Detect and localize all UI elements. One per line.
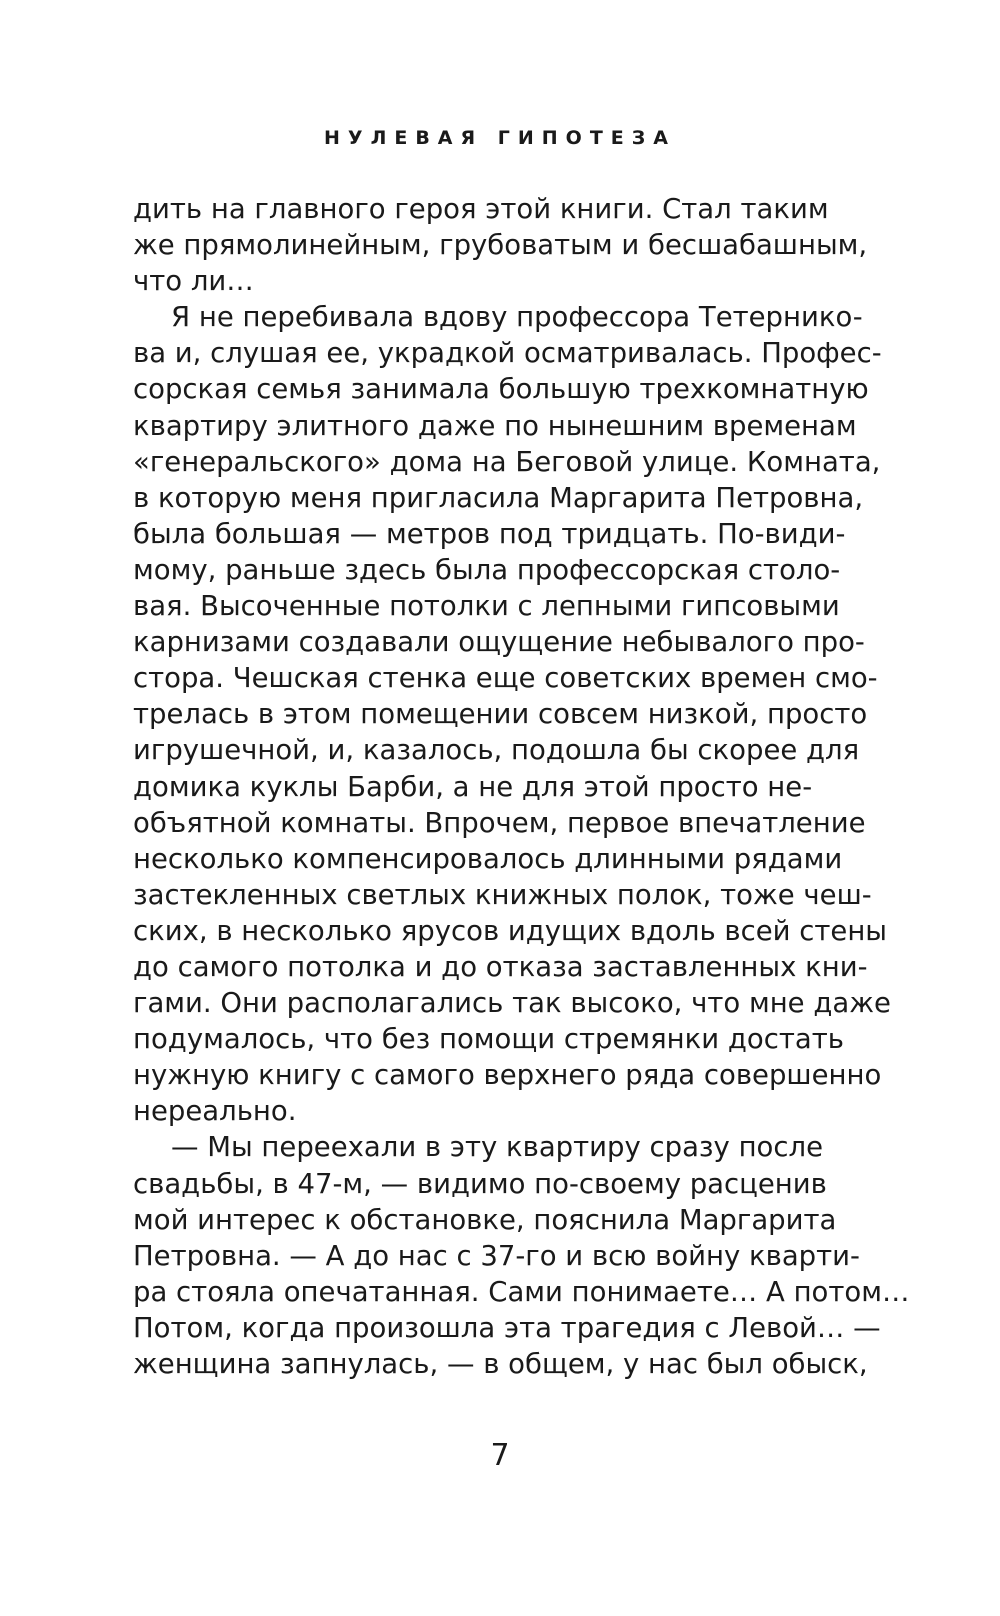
text-line: ра стояла опечатанная. Сами понимаете… А потом… (133, 1275, 910, 1308)
text-line: дить на главного героя этой книги. Стал таким (133, 193, 829, 225)
text-line: застекленных светлых книжных полок, тоже чеш- (133, 878, 872, 911)
text-line: в которую меня пригласила Маргарита Петровна, (133, 481, 864, 514)
text-line: карнизами создавали ощущение небывалого про- (133, 626, 865, 659)
page-body-text (133, 191, 910, 1382)
text-line: женщина запнулась, — в общем, у нас был обыск, (133, 1348, 868, 1380)
text-line: нереально. (133, 1095, 297, 1128)
text-line: сорская семья занимала большую трехкомнатную (133, 373, 869, 406)
text-line: подумалось, что без помощи стремянки достать (133, 1023, 844, 1056)
text-line: домика куклы Барби, а не для этой просто не- (133, 770, 813, 803)
text-line: ва и, слушая ее, украдкой осматривалась. Профес- (133, 337, 882, 370)
text-line: несколько компенсировалось длинными рядами (133, 842, 843, 875)
text-line: мой интерес к обстановке, пояснила Маргарита (133, 1203, 837, 1236)
text-line: была большая — метров под тридцать. По-види- (133, 517, 846, 550)
text-line: гами. Они располагались так высоко, что мне даже (133, 987, 891, 1020)
text-line: ских, в несколько ярусов идущих вдоль всей стены (133, 914, 888, 947)
page-number: 7 (490, 1438, 510, 1473)
text-line: игрушечной, и, казалось, подошла бы скорее для (133, 734, 860, 767)
text-line: стора. Чешская стенка еще советских времен смо- (133, 662, 878, 695)
text-line: мому, раньше здесь была профессорская столо- (133, 553, 841, 586)
text-line: квартиру элитного даже по нынешним временам (133, 409, 857, 442)
text-line: нужную книгу с самого верхнего ряда совершенно (133, 1059, 882, 1092)
text-line: вая. Высоченные потолки с лепными гипсовыми (133, 590, 840, 623)
text-line: «генеральского» дома на Беговой улице. Комната, (133, 445, 881, 478)
running-header: НУЛЕВАЯ ГИПОТЕЗА (324, 127, 676, 149)
text-line: же прямолинейным, грубоватым и бесшабашным, (133, 229, 868, 262)
text-line: трелась в этом помещении совсем низкой, просто (133, 698, 868, 731)
text-line: Петровна. — А до нас с 37-го и всю войну кварти- (133, 1239, 860, 1272)
text-line: что ли… (133, 265, 254, 298)
text-line: свадьбы, в 47-м, — видимо по-своему расценив (133, 1167, 827, 1200)
text-line: — Мы переехали в эту квартиру сразу после (171, 1131, 823, 1164)
text-line: Потом, когда произошла эта трагедия с Левой… — (133, 1311, 881, 1344)
text-line: объятной комнаты. Впрочем, первое впечатление (133, 806, 866, 839)
text-line: Я не перебивала вдову профессора Тетерникo- (171, 301, 863, 334)
text-line: до самого потолка и до отказа заставленных кни- (133, 950, 868, 983)
